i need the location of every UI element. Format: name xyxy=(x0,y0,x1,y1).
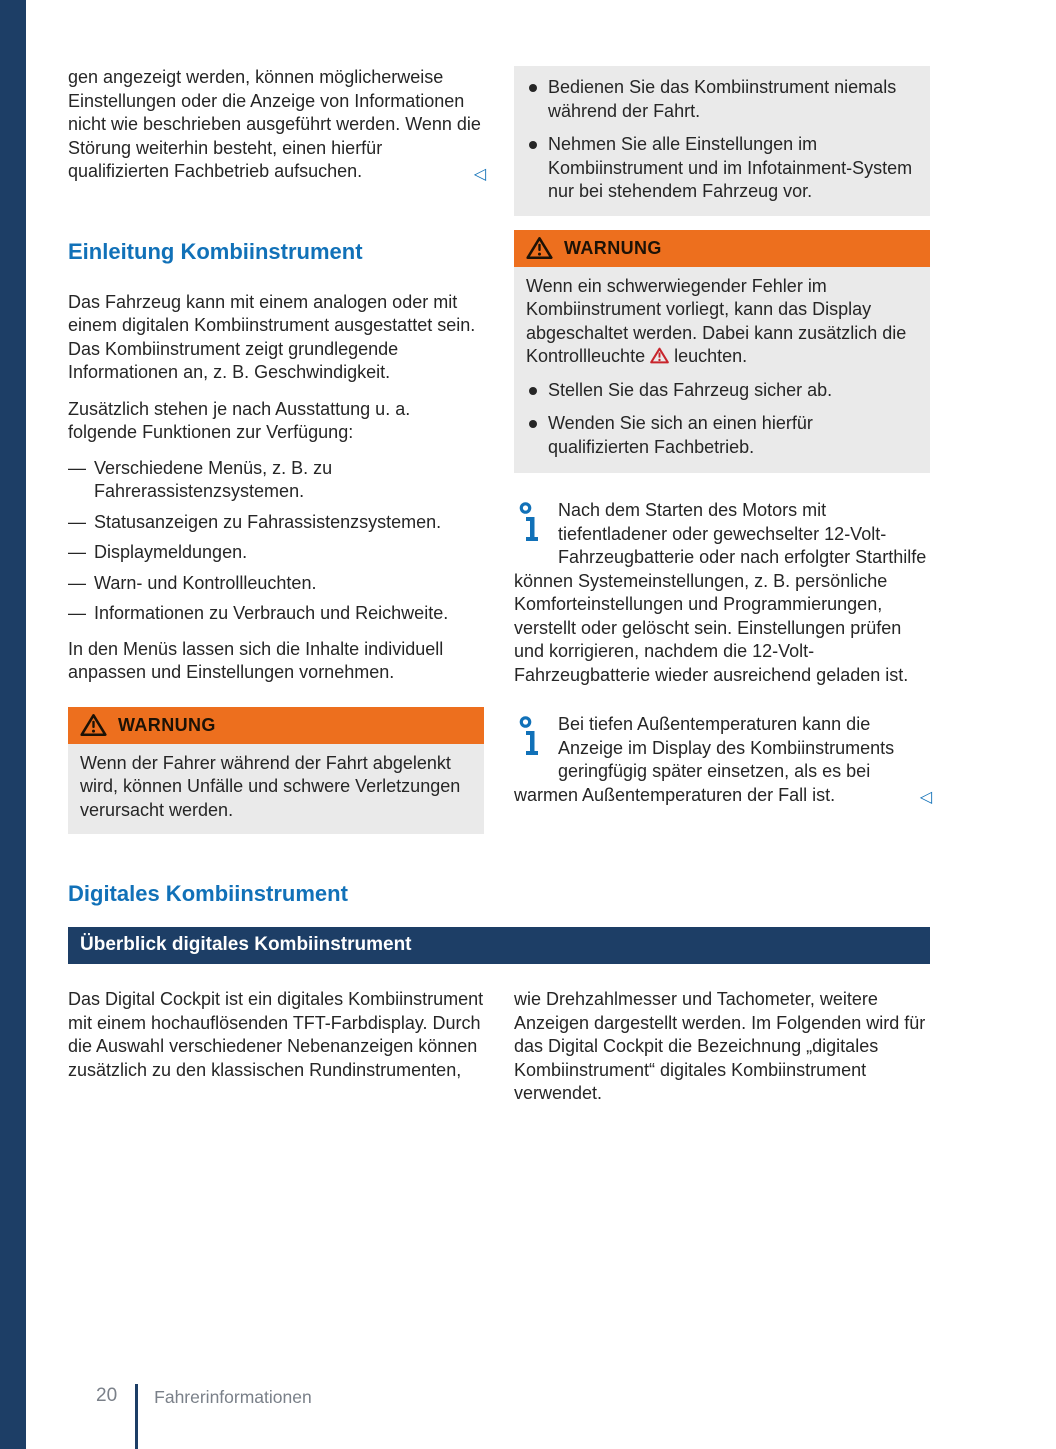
section-heading-digitales-kombiinstrument: Digitales Kombiinstrument xyxy=(68,881,348,906)
warning-body-text xyxy=(526,275,918,369)
dash-list xyxy=(68,457,484,626)
subsection-banner: Überblick digitales Kombiinstrument xyxy=(68,927,930,964)
telltale-warning-triangle-icon xyxy=(650,347,669,364)
bullet-list xyxy=(526,76,918,204)
info-note-text: Nach dem Starten des Motors mit tiefentladener oder gewechselter 12-Volt-Fahrzeugbatterie oder nach erfolgter Starthilfe können Systemeinstellungen, z. B. persönliche Komforteinstellungen und Programmierungen, verstellt oder gelöscht sein. Einstellungen prüfen und korrigieren, nachdem die 12-Volt-Fahrzeugbatterie wieder ausreichend geladen ist. xyxy=(514,500,927,685)
continuation-paragraph xyxy=(68,66,484,184)
section-end-icon: ◁ xyxy=(473,165,486,183)
right-column xyxy=(514,66,930,834)
bullet-list-item: Wenden Sie sich an einen hierfür qualifizierten Fachbetrieb. xyxy=(526,412,918,459)
warning-body xyxy=(68,744,484,835)
bottom-two-column-region xyxy=(68,988,930,1106)
page-number: 20 xyxy=(96,1385,118,1406)
warning-box xyxy=(68,707,484,835)
dash-list-item: — Warn- und Kontrollleuchten. xyxy=(68,572,484,596)
warning-body xyxy=(514,267,930,474)
warning-header xyxy=(68,707,484,744)
info-note xyxy=(514,499,930,687)
left-column xyxy=(68,66,484,834)
info-note-text: Bei tiefen Außentemperaturen kann die Anzeige im Display des Kombiinstruments geringfügig später einsetzen, als es bei warmen Außentemperaturen der Fall ist. xyxy=(514,714,895,805)
paragraph: Das Digital Cockpit ist ein digitales Kombiinstrument mit einem hochauflösenden TFT-Farbdisplay. Durch die Auswahl verschiedener Nebenanzeigen können zusätzlich zu den klassischen Rundinstrumenten, xyxy=(68,989,484,1080)
footer-divider xyxy=(135,1384,138,1449)
info-note xyxy=(514,713,930,807)
chapter-color-bar xyxy=(0,0,26,1449)
bullet-list xyxy=(526,379,918,460)
bottom-right-column xyxy=(514,988,930,1106)
continuation-paragraph-text: gen angezeigt werden, können möglicherweise Einstellungen oder die Anzeige von Informationen nicht wie beschrieben ausgeführt werden. Wenn die Störung weiterhin besteht, einen hierfür qualifizierten Fachbetrieb aufsuchen. xyxy=(68,67,481,181)
warning-title: WARNUNG xyxy=(118,714,216,735)
warning-body-text: Wenn der Fahrer während der Fahrt abgelenkt wird, können Unfälle und schwere Verletzungen verursacht werden. xyxy=(80,752,461,820)
paragraph: In den Menüs lassen sich die Inhalte individuell anpassen und Einstellungen vornehmen. xyxy=(68,638,444,682)
dash-list-item: — Displaymeldungen. xyxy=(68,541,484,565)
dash-list-item: — Informationen zu Verbrauch und Reichweite. xyxy=(68,602,484,626)
bullet-list-item: Bedienen Sie das Kombiinstrument niemals während der Fahrt. xyxy=(526,76,918,123)
bullet-list-item: Nehmen Sie alle Einstellungen im Kombiinstrument und im Infotainment-System nur bei stehendem Fahrzeug vor. xyxy=(526,133,918,204)
top-two-column-region xyxy=(68,66,930,834)
manual-page xyxy=(68,66,930,1106)
bullet-list-item: Stellen Sie das Fahrzeug sicher ab. xyxy=(526,379,918,403)
warning-text-after-icon: leuchten. xyxy=(674,346,748,366)
chapter-title: Fahrerinformationen xyxy=(154,1387,312,1407)
dash-list-item: — Statusanzeigen zu Fahrassistenzsystemen. xyxy=(68,511,484,535)
bottom-left-column xyxy=(68,988,484,1106)
note-box xyxy=(514,66,930,216)
section-heading-einleitung: Einleitung Kombiinstrument xyxy=(68,238,363,264)
warning-text-before-icon: Wenn ein schwerwiegender Fehler im Kombiinstrument vorliegt, kann das Display abgeschaltet werden. Dabei kann zusätzlich die Kontrollleuchte xyxy=(526,275,907,366)
paragraph: wie Drehzahlmesser und Tachometer, weitere Anzeigen dargestellt werden. Im Folgenden wird für das Digital Cockpit die Bezeichnung „digitales Kombiinstrument“ digitales Kombiinstrument verwendet. xyxy=(514,989,926,1103)
warning-header xyxy=(514,230,930,267)
paragraph: Zusätzlich stehen je nach Ausstattung u. a. folgende Funktionen zur Verfügung: xyxy=(68,398,411,442)
info-note-icon xyxy=(518,502,542,544)
warning-triangle-icon xyxy=(80,713,107,737)
page-footer xyxy=(96,1384,312,1449)
warning-title: WARNUNG xyxy=(564,237,662,258)
section-end-icon: ◁ xyxy=(919,789,932,806)
paragraph: Das Fahrzeug kann mit einem analogen oder mit einem digitalen Kombiinstrument ausgestattet sein. Das Kombiinstrument zeigt grundlegende Informationen an, z. B. Geschwindigkeit. xyxy=(68,291,476,382)
warning-box xyxy=(514,230,930,474)
warning-triangle-icon xyxy=(526,236,553,260)
dash-list-item: — Verschiedene Menüs, z. B. zu Fahrerassistenzsystemen. xyxy=(68,457,484,504)
info-note-icon xyxy=(518,716,542,758)
